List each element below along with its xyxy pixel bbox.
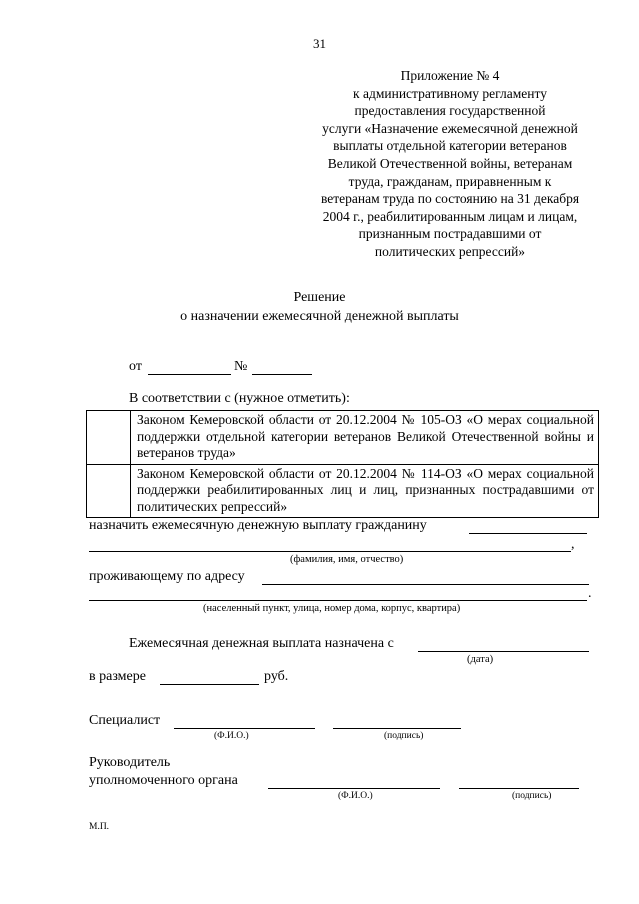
decision-subtitle: о назначении ежемесячной денежной выплаты xyxy=(180,309,459,324)
comma: , xyxy=(571,537,575,552)
appendix-header xyxy=(300,67,600,261)
head-fio-field[interactable] xyxy=(268,788,440,789)
specialist-signature-field[interactable] xyxy=(333,728,461,729)
fio-caption: (фамилия, имя, отчество) xyxy=(290,554,404,565)
appendix-line: признанным пострадавшими от xyxy=(358,226,542,242)
head-signature-field[interactable] xyxy=(459,788,579,789)
appendix-line: 2004 г., реабилитированным лицам и лицам, xyxy=(322,208,578,224)
law-114-text: Законом Кемеровской области от 20.12.2004 № 114-ОЗ «О мерах социальной поддержки реабилитированных лиц и лиц, признанных пострадавшими от политических репрессий» xyxy=(131,464,599,518)
specialist-signature-caption: (подпись) xyxy=(384,731,424,741)
accordance-label: В соответствии с (нужное отметить): xyxy=(129,391,350,406)
address-caption: (населенный пункт, улица, номер дома, корпус, квартира) xyxy=(203,603,461,614)
assign-label: назначить ежемесячную денежную выплату гражданину xyxy=(89,518,427,533)
head-label-line1: Руководитель xyxy=(89,755,171,770)
address-label: проживающему по адресу xyxy=(89,569,245,584)
number-field[interactable] xyxy=(252,374,312,375)
laws-table xyxy=(86,410,599,518)
specialist-fio-caption: (Ф.И.О.) xyxy=(214,731,249,741)
number-label: № xyxy=(234,359,248,374)
fio-field[interactable] xyxy=(89,551,571,552)
amount-field[interactable] xyxy=(160,684,259,685)
head-fio-caption: (Ф.И.О.) xyxy=(338,791,373,801)
appendix-line: Приложение № 4 xyxy=(400,68,500,83)
appendix-line: услуги «Назначение ежемесячной денежной xyxy=(322,120,578,136)
page-number: 31 xyxy=(313,36,326,51)
law-105-checkbox[interactable] xyxy=(87,411,131,465)
appendix-line: Великой Отечественной войны, ветеранам xyxy=(327,155,573,171)
appendix-line: политических репрессий» xyxy=(374,243,526,259)
appendix-line: выплаты отдельной категории ветеранов xyxy=(333,138,567,154)
head-signature-caption: (подпись) xyxy=(512,791,552,801)
table-row xyxy=(87,464,599,518)
payment-date-field[interactable] xyxy=(418,651,589,652)
specialist-label: Специалист xyxy=(89,713,161,728)
date-caption: (дата) xyxy=(467,654,494,665)
stamp-label: М.П. xyxy=(89,822,110,832)
period: . xyxy=(588,586,592,601)
head-label-line2: уполномоченного органа xyxy=(89,773,238,788)
appendix-line: к административному регламенту xyxy=(353,85,547,101)
law-114-checkbox[interactable] xyxy=(87,464,131,518)
citizen-field[interactable] xyxy=(469,533,587,534)
appendix-line: труда, гражданам, приравненным к xyxy=(348,173,552,189)
address-field-2[interactable] xyxy=(89,600,587,601)
appendix-line: ветеранам труда по состоянию на 31 декабря xyxy=(320,191,580,207)
currency-label: руб. xyxy=(264,669,289,684)
specialist-fio-field[interactable] xyxy=(174,728,315,729)
date-field[interactable] xyxy=(148,374,231,375)
table-row xyxy=(87,411,599,465)
appendix-line: предоставления государственной xyxy=(354,103,546,119)
date-label: от xyxy=(129,359,142,374)
law-105-text: Законом Кемеровской области от 20.12.2004 № 105-ОЗ «О мерах социальной поддержки отдельной категории ветеранов Великой Отечественной войны и ветеранов труда» xyxy=(131,411,599,465)
payment-assigned-label: Ежемесячная денежная выплата назначена с xyxy=(129,636,394,651)
decision-title: Решение xyxy=(293,290,346,305)
amount-label: в размере xyxy=(89,669,146,684)
address-field[interactable] xyxy=(262,584,589,585)
